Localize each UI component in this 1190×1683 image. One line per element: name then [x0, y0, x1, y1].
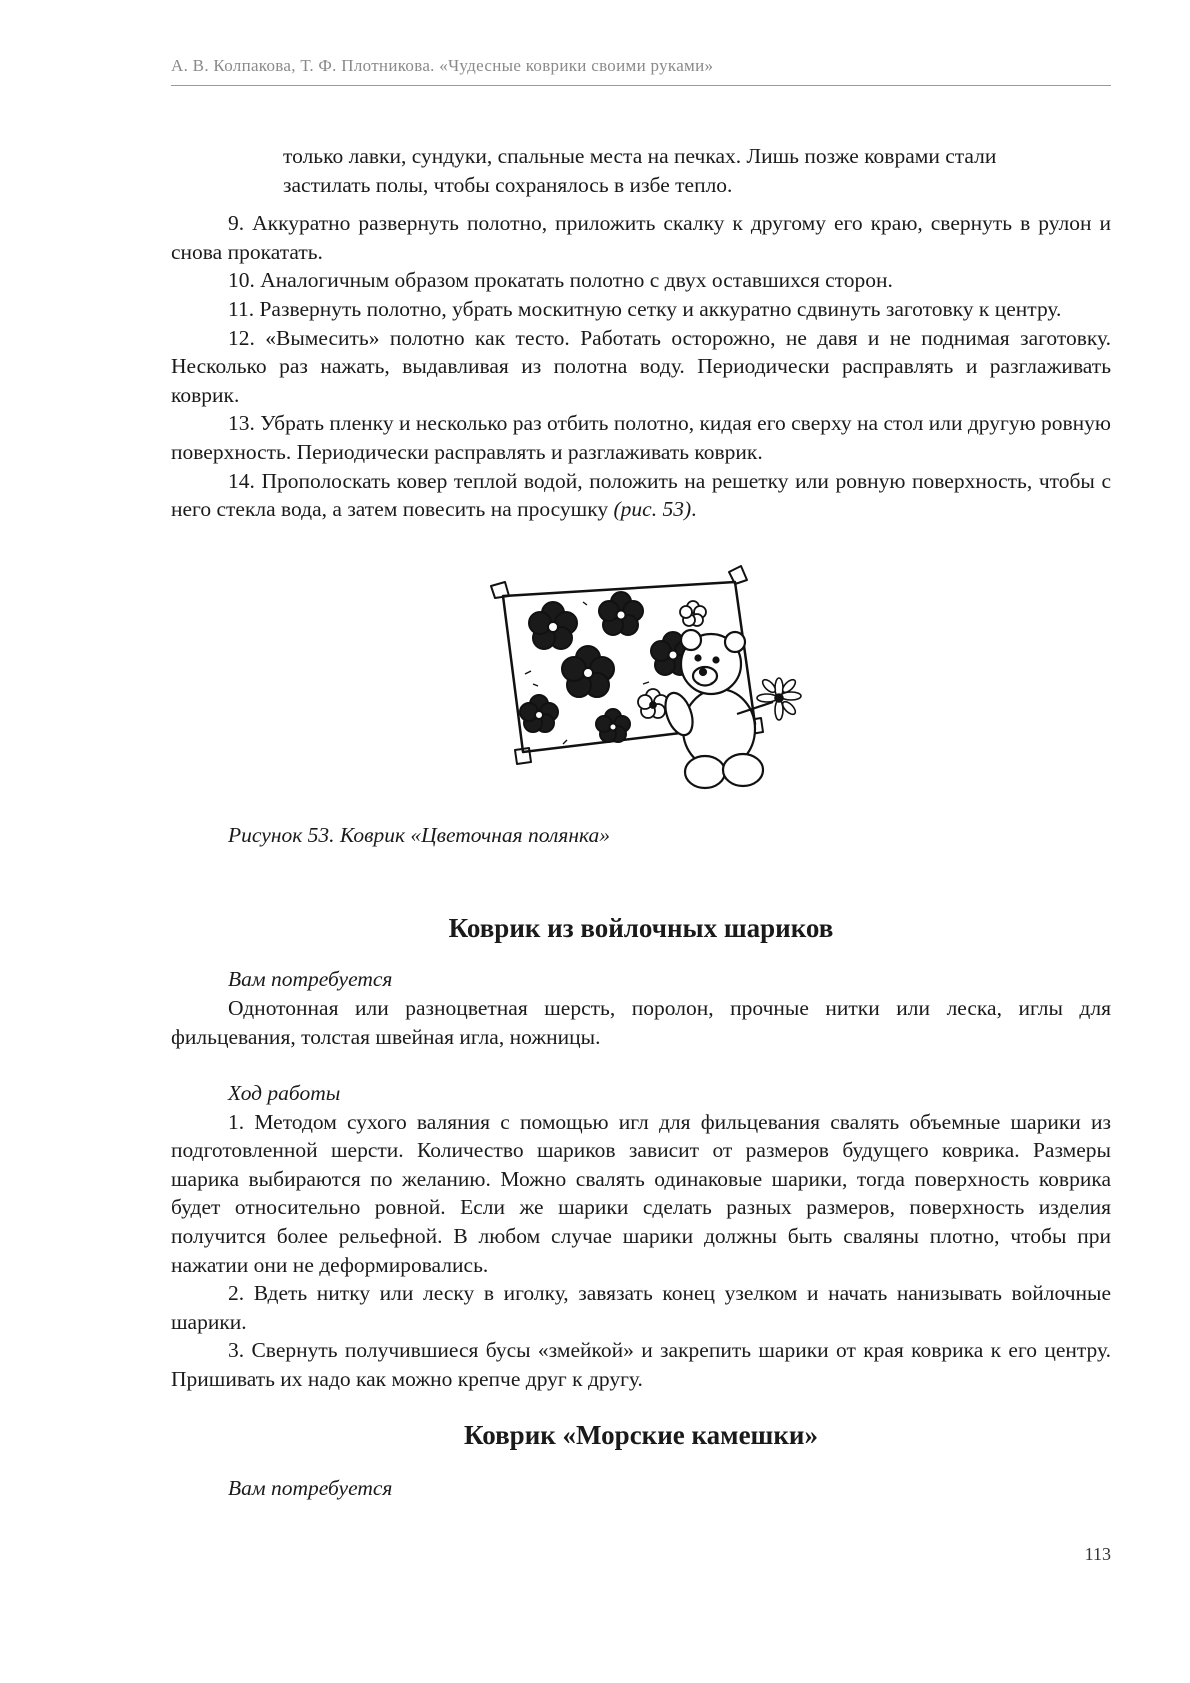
step-paragraph: 2. Вдеть нитку или леску в иголку, завязать конец узелком и начать нанизывать войлочные шарики.: [171, 1281, 1111, 1334]
step-paragraph: 11. Развернуть полотно, убрать москитную сетку и аккуратно сдвинуть заготовку к центру.: [228, 296, 1062, 321]
figure-reference: (рис. 53): [613, 497, 692, 522]
continuation-line: застилать полы, чтобы сохранялось в избе тепло.: [283, 172, 733, 197]
step-14-text: 14. Прополоскать ковер теплой водой, положить на решетку или ровную поверхность, чтобы с него стекла вода, а затем повесить на просушку: [171, 468, 1111, 522]
figure-rug-illustration: [473, 564, 813, 796]
step-paragraph-14: [171, 467, 1111, 524]
continuation-line: только лавки, сундуки, спальные места на печках. Лишь позже коврами стали: [283, 144, 997, 168]
materials-heading: Вам потребуется: [228, 1475, 393, 1500]
step-14-end: .: [691, 497, 697, 522]
daisy-drawing: [757, 677, 801, 719]
step-paragraph: 9. Аккуратно развернуть полотно, приложить скалку к другому его краю, свернуть в рулон и снова прокатать.: [171, 211, 1111, 264]
page-body: [171, 142, 1111, 1502]
running-header: А. В. Колпакова, Т. Ф. Плотникова. «Чудесные коврики своими руками»: [171, 56, 714, 75]
step-paragraph: 1. Методом сухого валяния с помощью игл для фильцевания свалять объемные шарики из подготовленной шерсти. Количество шариков зависит от размеров будущего коврика. Размеры шарика выбираются по желанию. Можно свалять одинаковые шарики, тогда поверхность коврика будет относительно ровной. Если же шарики сделать разных размеров, поверхность изделия получится более рельефной. В любом случае шарики должны быть сваляны плотно, чтобы при нажатии они не деформировались.: [171, 1109, 1111, 1277]
section-title: Коврик из войлочных шариков: [448, 913, 834, 944]
step-paragraph: 10. Аналогичным образом прокатать полотно с двух оставшихся сторон.: [228, 268, 893, 293]
materials-text: Однотонная или разноцветная шерсть, поролон, прочные нитки или леска, иглы для фильцевания, толстая швейная игла, ножницы.: [171, 995, 1111, 1049]
continuation-block: [283, 142, 1053, 199]
header-rule: [171, 85, 1111, 86]
step-paragraph: 3. Свернуть получившиеся бусы «змейкой» и закрепить шарики от края коврика к его центру. Пришивать их надо как можно крепче друг к другу.: [171, 1338, 1111, 1392]
step-paragraph: 12. «Вымесить» полотно как тесто. Работать осторожно, не давя и не поднимая заготовку. Несколько раз нажать, выдавливая из полотна воду. Периодически расправлять и разглаживать коврик.: [171, 325, 1111, 407]
figure-caption: Рисунок 53. Коврик «Цветочная полянка»: [228, 822, 611, 847]
process-heading: Ход работы: [228, 1081, 341, 1106]
page-number: 113: [1084, 1544, 1111, 1564]
step-paragraph: 13. Убрать пленку и несколько раз отбить полотно, кидая его сверху на стол или другую ровную поверхность. Периодически расправлять и разглаживать коврик.: [171, 411, 1111, 464]
section-title: Коврик «Морские камешки»: [464, 1419, 818, 1450]
materials-heading: Вам потребуется: [228, 967, 393, 992]
